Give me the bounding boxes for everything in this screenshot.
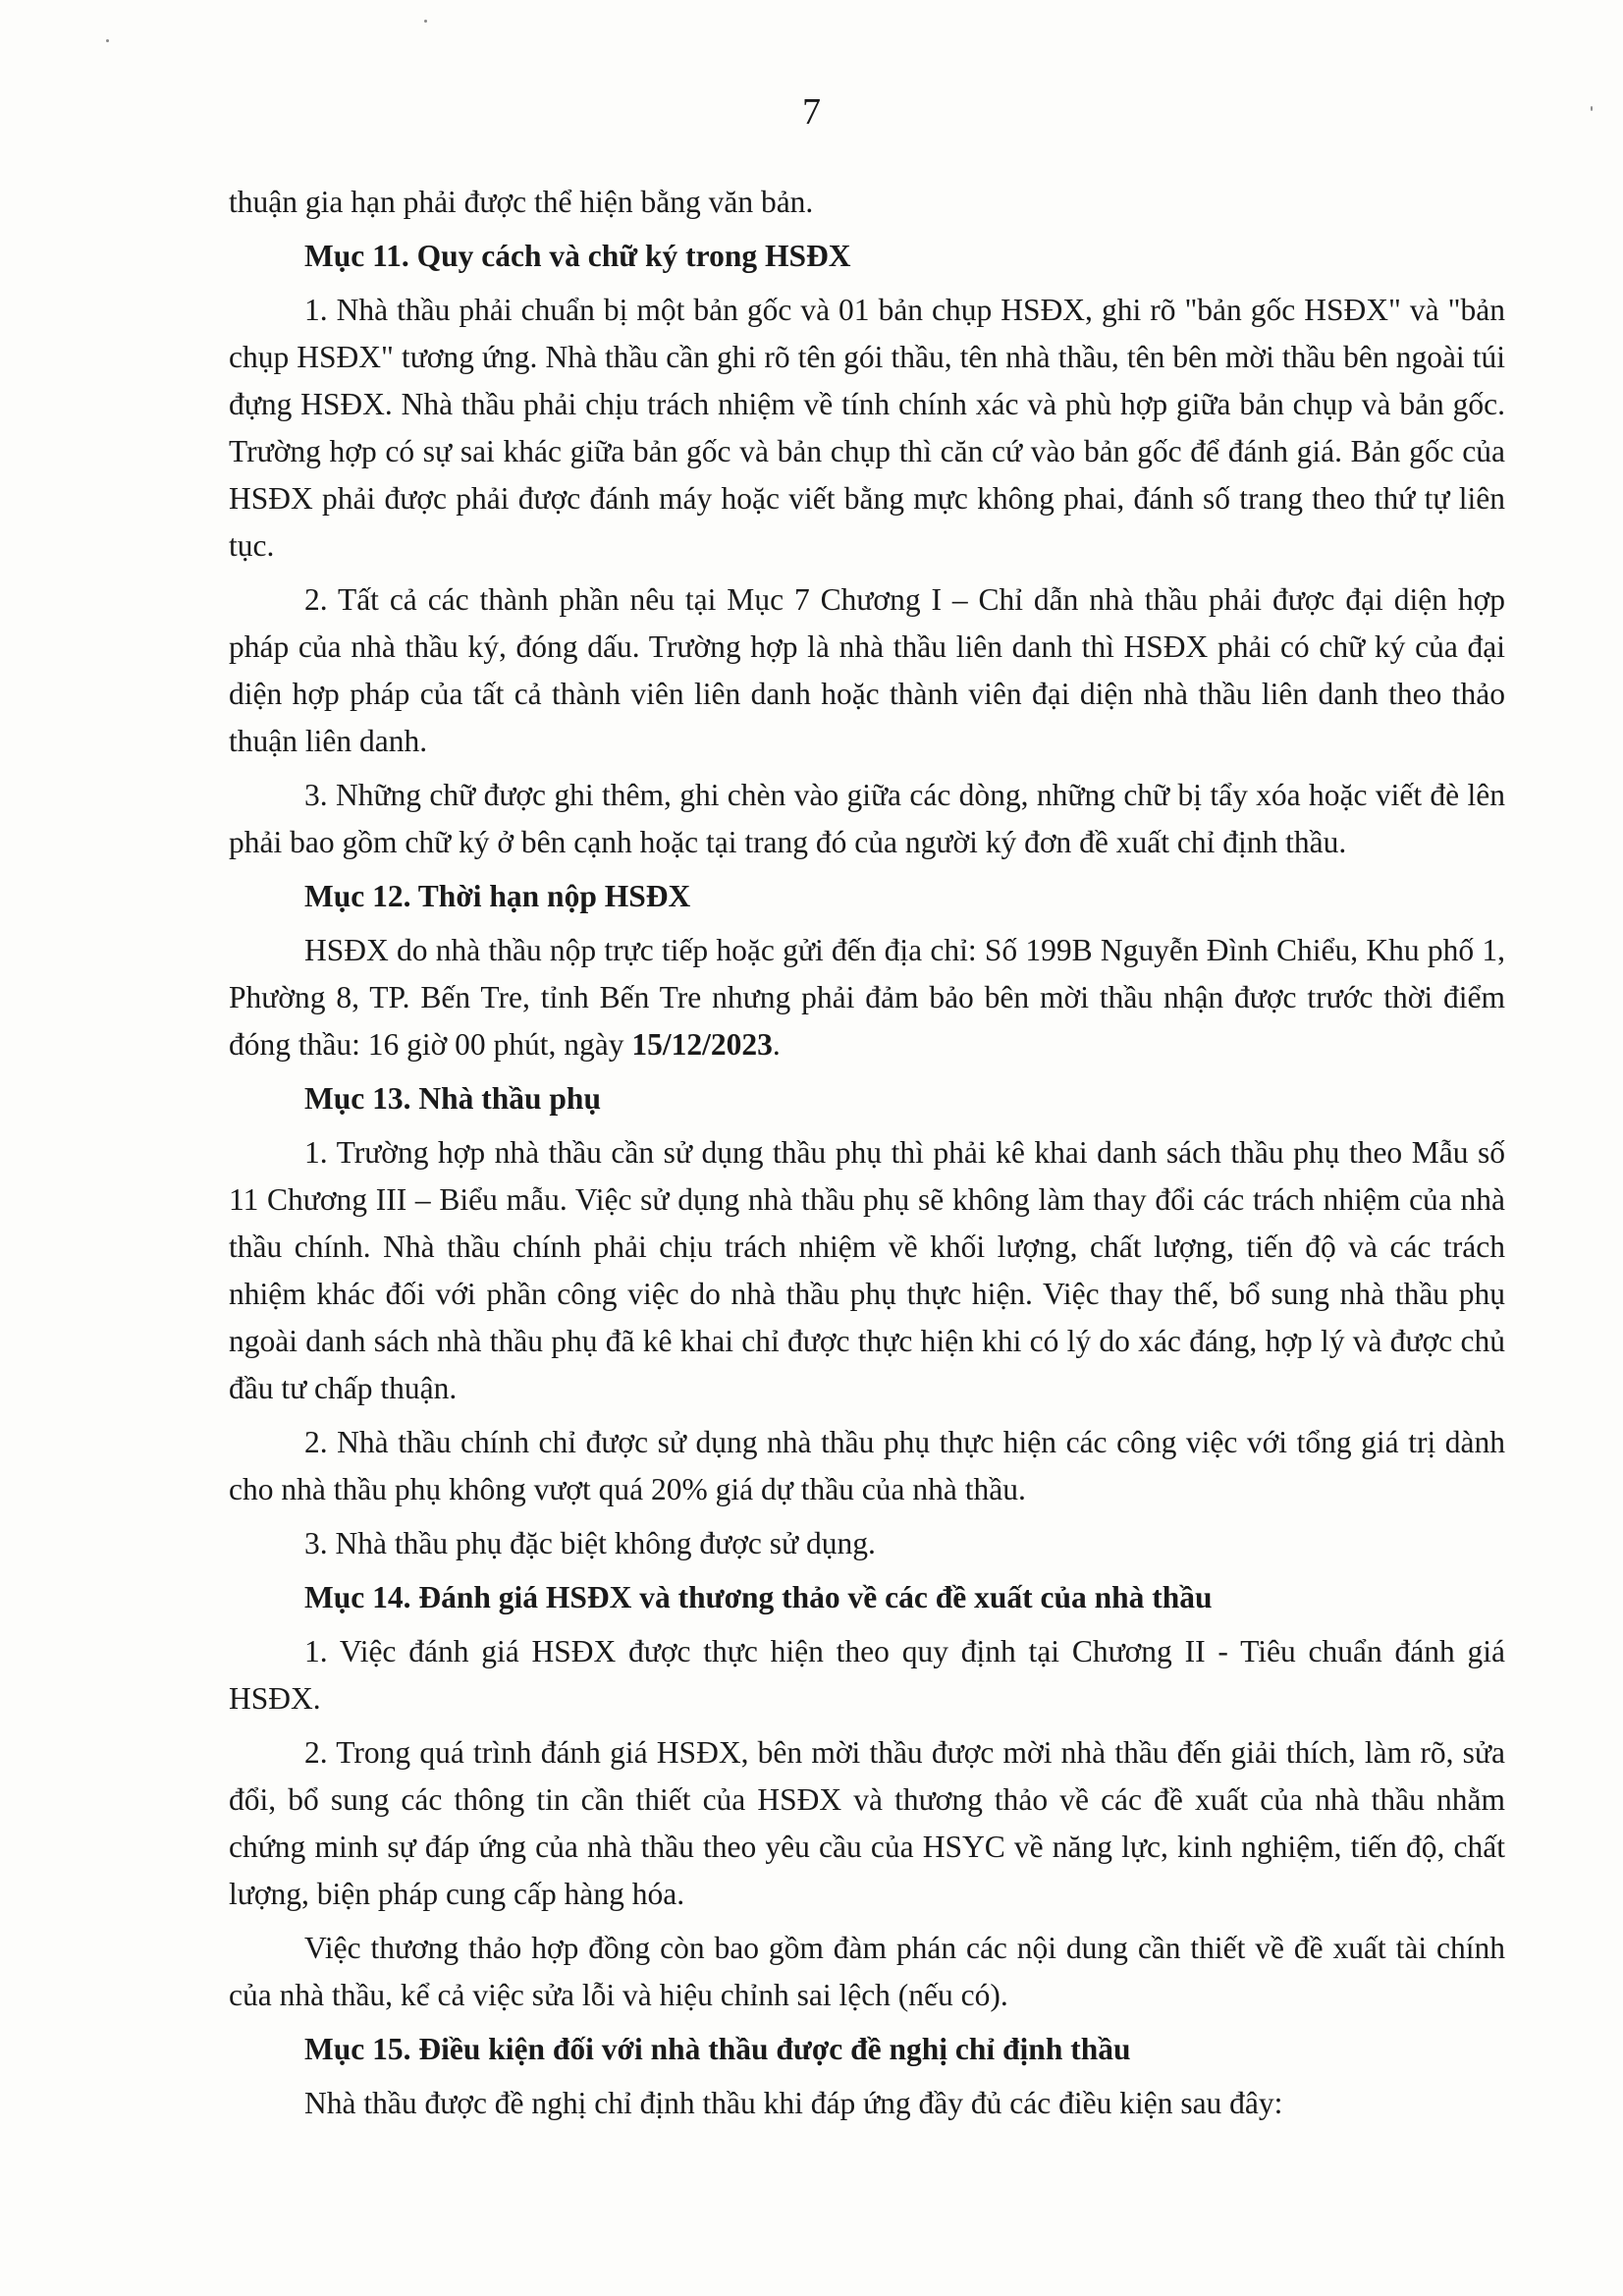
paragraph-12 — [229, 927, 1505, 1068]
page-number: 7 — [802, 91, 821, 133]
section-heading-13: Mục 13. Nhà thầu phụ — [304, 1081, 601, 1116]
paragraph-continuation: thuận gia hạn phải được thể hiện bằng văn bản. — [229, 185, 814, 219]
section-heading-12: Mục 12. Thời hạn nộp HSĐX — [304, 879, 691, 913]
paragraph-12-text: HSĐX do nhà thầu nộp trực tiếp hoặc gửi đến địa chỉ: Số 199B Nguyễn Đình Chiểu, Khu phố 1, Phường 8, TP. Bến Tre, tỉnh Bến Tre nhưng phải đảm bảo bên mời thầu nhận được trước thời điểm đóng thầu: 16 giờ 00 phút, ngày — [229, 933, 1505, 1062]
deadline-date: 15/12/2023 — [631, 1027, 773, 1062]
paragraph-11-1: 1. Nhà thầu phải chuẩn bị một bản gốc và 01 bản chụp HSĐX, ghi rõ "bản gốc HSĐX" và "bản chụp HSĐX" tương ứng. Nhà thầu cần ghi rõ tên gói thầu, tên nhà thầu, tên bên mời thầu bên ngoài túi đựng HSĐX. Nhà thầu phải chịu trách nhiệm về tính chính xác và phù hợp giữa bản chụp và bản gốc. Trường hợp có sự sai khác giữa bản gốc và bản chụp thì căn cứ vào bản gốc để đánh giá. Bản gốc của HSĐX phải được phải được đánh máy hoặc viết bằng mực không phai, đánh số trang theo thứ tự liên tục. — [229, 293, 1505, 563]
paragraph-14-3: Việc thương thảo hợp đồng còn bao gồm đàm phán các nội dung cần thiết về đề xuất tài chính của nhà thầu, kể cả việc sửa lỗi và hiệu chỉnh sai lệch (nếu có). — [229, 1931, 1505, 2012]
paragraph-14-1: 1. Việc đánh giá HSĐX được thực hiện theo quy định tại Chương II - Tiêu chuẩn đánh giá HSĐX. — [229, 1634, 1505, 1716]
document-body — [229, 179, 1505, 2134]
paragraph-11-3: 3. Những chữ được ghi thêm, ghi chèn vào giữa các dòng, những chữ bị tẩy xóa hoặc viết đè lên phải bao gồm chữ ký ở bên cạnh hoặc tại trang đó của người ký đơn đề xuất chỉ định thầu. — [229, 778, 1505, 859]
paragraph-13-2: 2. Nhà thầu chính chỉ được sử dụng nhà thầu phụ thực hiện các công việc với tổng giá trị dành cho nhà thầu phụ không vượt quá 20% giá dự thầu của nhà thầu. — [229, 1425, 1505, 1506]
section-heading-14: Mục 14. Đánh giá HSĐX và thương thảo về các đề xuất của nhà thầu — [304, 1580, 1213, 1614]
paragraph-13-1: 1. Trường hợp nhà thầu cần sử dụng thầu phụ thì phải kê khai danh sách thầu phụ theo Mẫu số 11 Chương III – Biểu mẫu. Việc sử dụng nhà thầu phụ sẽ không làm thay đổi các trách nhiệm của nhà thầu chính. Nhà thầu chính phải chịu trách nhiệm về khối lượng, chất lượng, tiến độ và các trách nhiệm khác đối với phần công việc do nhà thầu phụ thực hiện. Việc thay thế, bổ sung nhà thầu phụ ngoài danh sách nhà thầu phụ đã kê khai chỉ được thực hiện khi có lý do xác đáng, hợp lý và được chủ đầu tư chấp thuận. — [229, 1135, 1505, 1405]
paragraph-11-2: 2. Tất cả các thành phần nêu tại Mục 7 Chương I – Chỉ dẫn nhà thầu phải được đại diện hợp pháp của nhà thầu ký, đóng dấu. Trường hợp là nhà thầu liên danh thì HSĐX phải có chữ ký của đại diện hợp pháp của tất cả thành viên liên danh hoặc thành viên đại diện nhà thầu liên danh theo thảo thuận liên danh. — [229, 582, 1505, 758]
scan-speck — [424, 20, 427, 23]
section-heading-15: Mục 15. Điều kiện đối với nhà thầu được đề nghị chỉ định thầu — [304, 2032, 1131, 2066]
paragraph-14-2: 2. Trong quá trình đánh giá HSĐX, bên mời thầu được mời nhà thầu đến giải thích, làm rõ, sửa đổi, bổ sung các thông tin cần thiết của HSĐX và thương thảo về các đề xuất của nhà thầu nhằm chứng minh sự đáp ứng của nhà thầu theo yêu cầu của HSYC về năng lực, kinh nghiệm, tiến độ, chất lượng, biện pháp cung cấp hàng hóa. — [229, 1735, 1505, 1911]
section-heading-11: Mục 11. Quy cách và chữ ký trong HSĐX — [304, 239, 851, 273]
paragraph-15: Nhà thầu được đề nghị chỉ định thầu khi đáp ứng đầy đủ các điều kiện sau đây: — [304, 2086, 1283, 2120]
paragraph-12-end: . — [772, 1027, 781, 1062]
paragraph-13-3: 3. Nhà thầu phụ đặc biệt không được sử dụng. — [304, 1526, 876, 1560]
scan-speck — [106, 39, 109, 42]
